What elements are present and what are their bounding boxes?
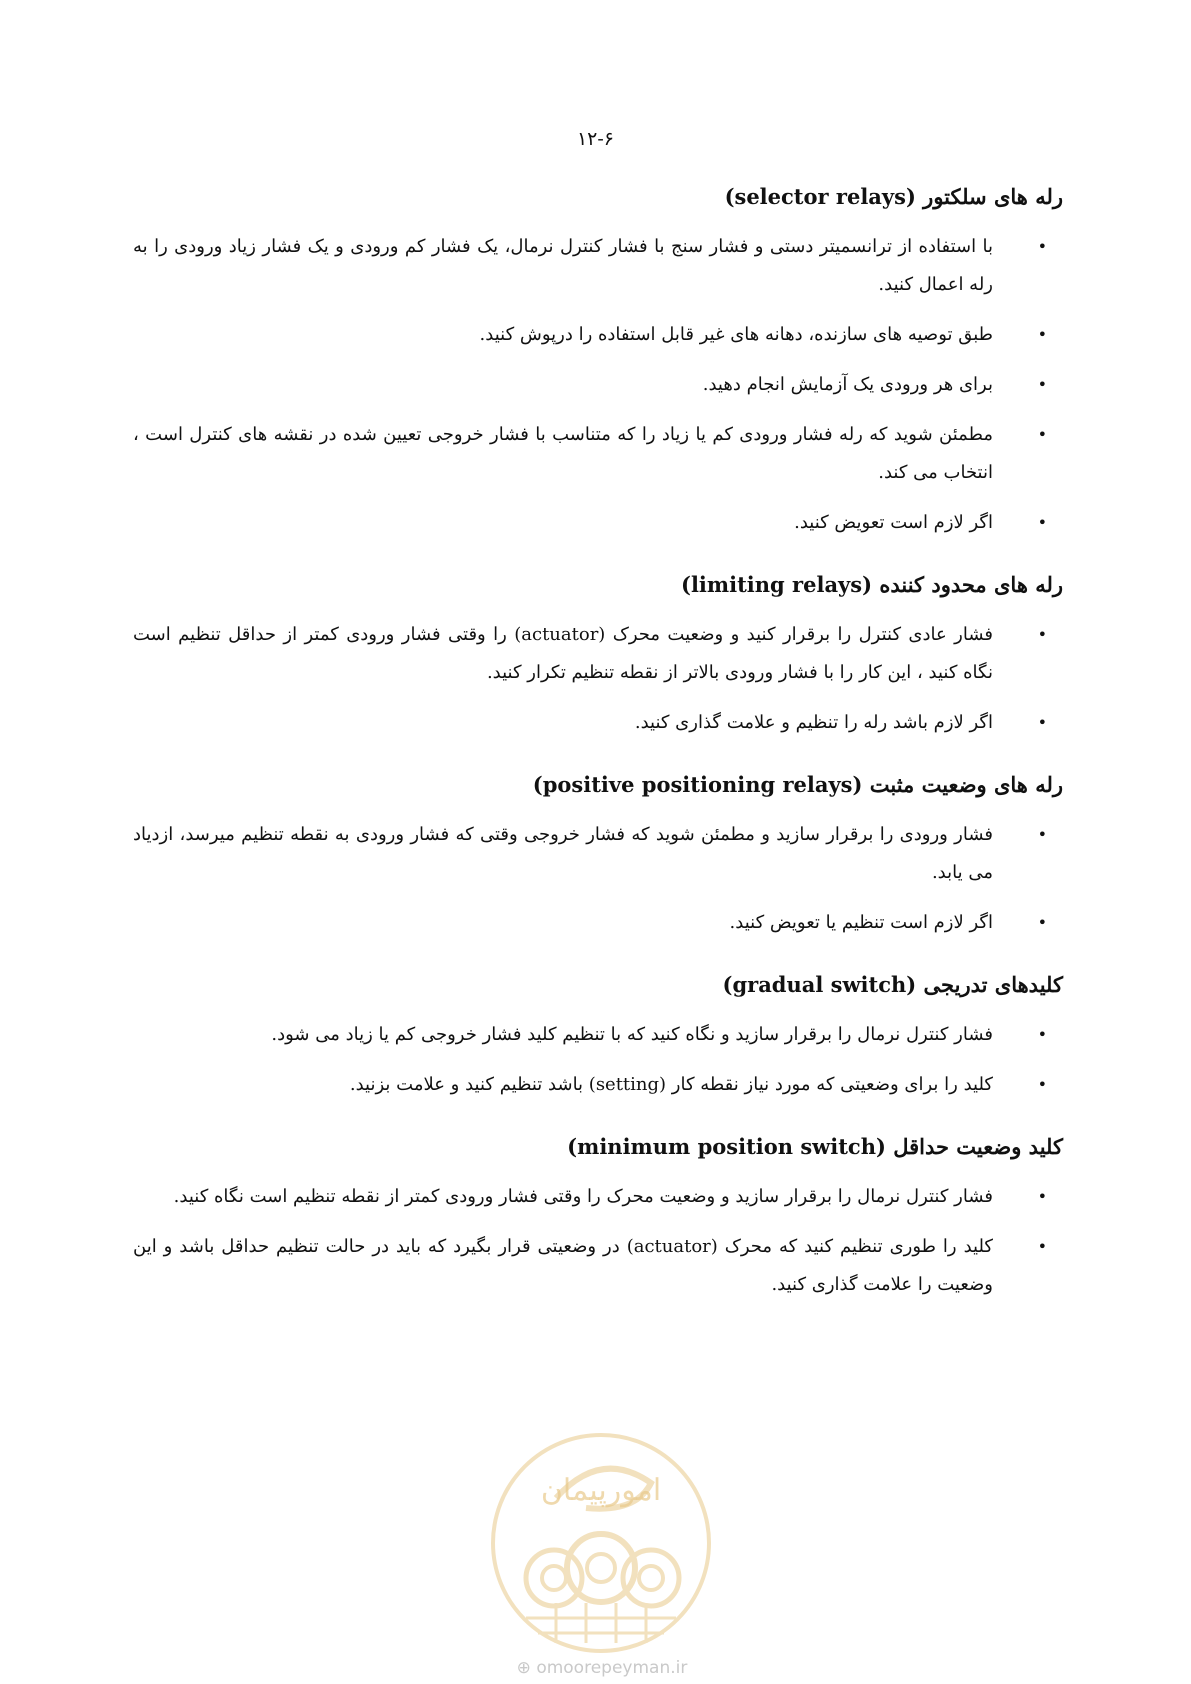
section-heading: رله های وضعیت مثبت (positive positioning relays) (532, 772, 1063, 797)
list-item-text: فشار ورودی را برقرار سازید و مطمئن شوید که فشار خروجی وقتی که فشار ورودی به نقطه تنظیم میرسد، ازدیاد می یابد. (133, 824, 993, 883)
bullet-list (133, 816, 1063, 942)
section-limiting-relays (133, 568, 1063, 742)
list-item-text: اگر لازم باشد رله را تنظیم و علامت گذاری کنید. (634, 712, 993, 733)
list-item (133, 1016, 1063, 1054)
list-item (133, 1066, 1063, 1104)
bullet-icon: • (1037, 375, 1047, 394)
list-item-text: فشار عادی کنترل را برقرار کنید و وضعیت محرک (actuator) را وقتی فشار ورودی کمتر از حداقل تنظیم است نگاه کنید ، این کار را با فشار ورودی بالاتر از نقطه تنظیم تکرار کنید. (133, 624, 993, 683)
list-item (133, 616, 1063, 692)
bullet-icon: • (1037, 825, 1047, 844)
list-item (133, 504, 1063, 542)
list-item (133, 316, 1063, 354)
section-heading: رله های محدود کننده (limiting relays) (681, 572, 1063, 597)
watermark-url-text: omoorepeyman.ir (536, 1658, 688, 1678)
list-item-text: کلید را برای وضعیتی که مورد نیاز نقطه کار (setting) باشد تنظیم کنید و علامت بزنید. (349, 1074, 993, 1095)
list-item (133, 816, 1063, 892)
list-item-text: اگر لازم است تعویض کنید. (794, 512, 993, 533)
section-minimum-position-switch (133, 1130, 1063, 1304)
list-item (133, 1178, 1063, 1216)
bullet-icon: • (1037, 1187, 1047, 1206)
list-item (133, 366, 1063, 404)
bullet-icon: • (1037, 237, 1047, 256)
bullet-icon: • (1037, 513, 1047, 532)
list-item (133, 904, 1063, 942)
bullet-icon: • (1037, 425, 1047, 444)
list-item-text: اگر لازم است تنظیم یا تعویض کنید. (729, 912, 993, 933)
section-positive-positioning-relays (133, 768, 1063, 942)
section-heading: کلید وضعیت حداقل (minimum position switch) (567, 1134, 1063, 1159)
bullet-icon: • (1037, 713, 1047, 732)
bullet-list (133, 1016, 1063, 1104)
watermark-logo-text: امورپیمان (540, 1473, 662, 1508)
list-item-text: با استفاده از ترانسمیتر دستی و فشار سنج با فشار کنترل نرمال، یک فشار کم ورودی و یک فشار زیاد ورودی را به رله اعمال کنید. (133, 236, 993, 295)
page-number: ۱۲-۶ (576, 128, 615, 150)
bullet-list (133, 616, 1063, 742)
bullet-icon: • (1037, 625, 1047, 644)
list-item (133, 1228, 1063, 1304)
list-item-text: طبق توصیه های سازنده، دهانه های غیر قابل استفاده را درپوش کنید. (479, 324, 993, 345)
section-heading: رله های سلکتور (selector relays) (724, 184, 1063, 209)
bullet-list (133, 1178, 1063, 1304)
section-selector-relays (133, 180, 1063, 542)
bullet-icon: • (1037, 325, 1047, 344)
list-item-text: فشار کنترل نرمال را برقرار سازید و وضعیت محرک را وقتی فشار ورودی کمتر از نقطه تنظیم است نگاه کنید. (173, 1186, 993, 1207)
list-item-text: فشار کنترل نرمال را برقرار سازید و نگاه کنید که با تنظیم کلید فشار خروجی کم یا زیاد می شود. (271, 1024, 993, 1045)
section-heading: کلیدهای تدریجی (gradual switch) (722, 972, 1063, 997)
list-item-text: برای هر ورودی یک آزمایش انجام دهید. (702, 374, 993, 395)
list-item (133, 228, 1063, 304)
list-item-text: مطمئن شوید که رله فشار ورودی کم یا زیاد را که متناسب با فشار خروجی تعیین شده در نقشه های کنترل است ، انتخاب می کند. (133, 424, 993, 483)
globe-icon: ⊕ (516, 1658, 531, 1678)
bullet-list (133, 228, 1063, 542)
list-item-text: کلید را طوری تنظیم کنید که محرک (actuator) در وضعیتی قرار بگیرد که باید در حالت تنظیم حداقل باشد و این وضعیت را علامت گذاری کنید. (133, 1236, 993, 1295)
watermark-url (492, 1658, 712, 1678)
list-item (133, 416, 1063, 492)
watermark-logo-icon (486, 1428, 716, 1658)
bullet-icon: • (1037, 1075, 1047, 1094)
bullet-icon: • (1037, 1237, 1047, 1256)
bullet-icon: • (1037, 913, 1047, 932)
list-item (133, 704, 1063, 742)
bullet-icon: • (1037, 1025, 1047, 1044)
section-gradual-switch (133, 968, 1063, 1104)
document-body (133, 180, 1063, 1330)
